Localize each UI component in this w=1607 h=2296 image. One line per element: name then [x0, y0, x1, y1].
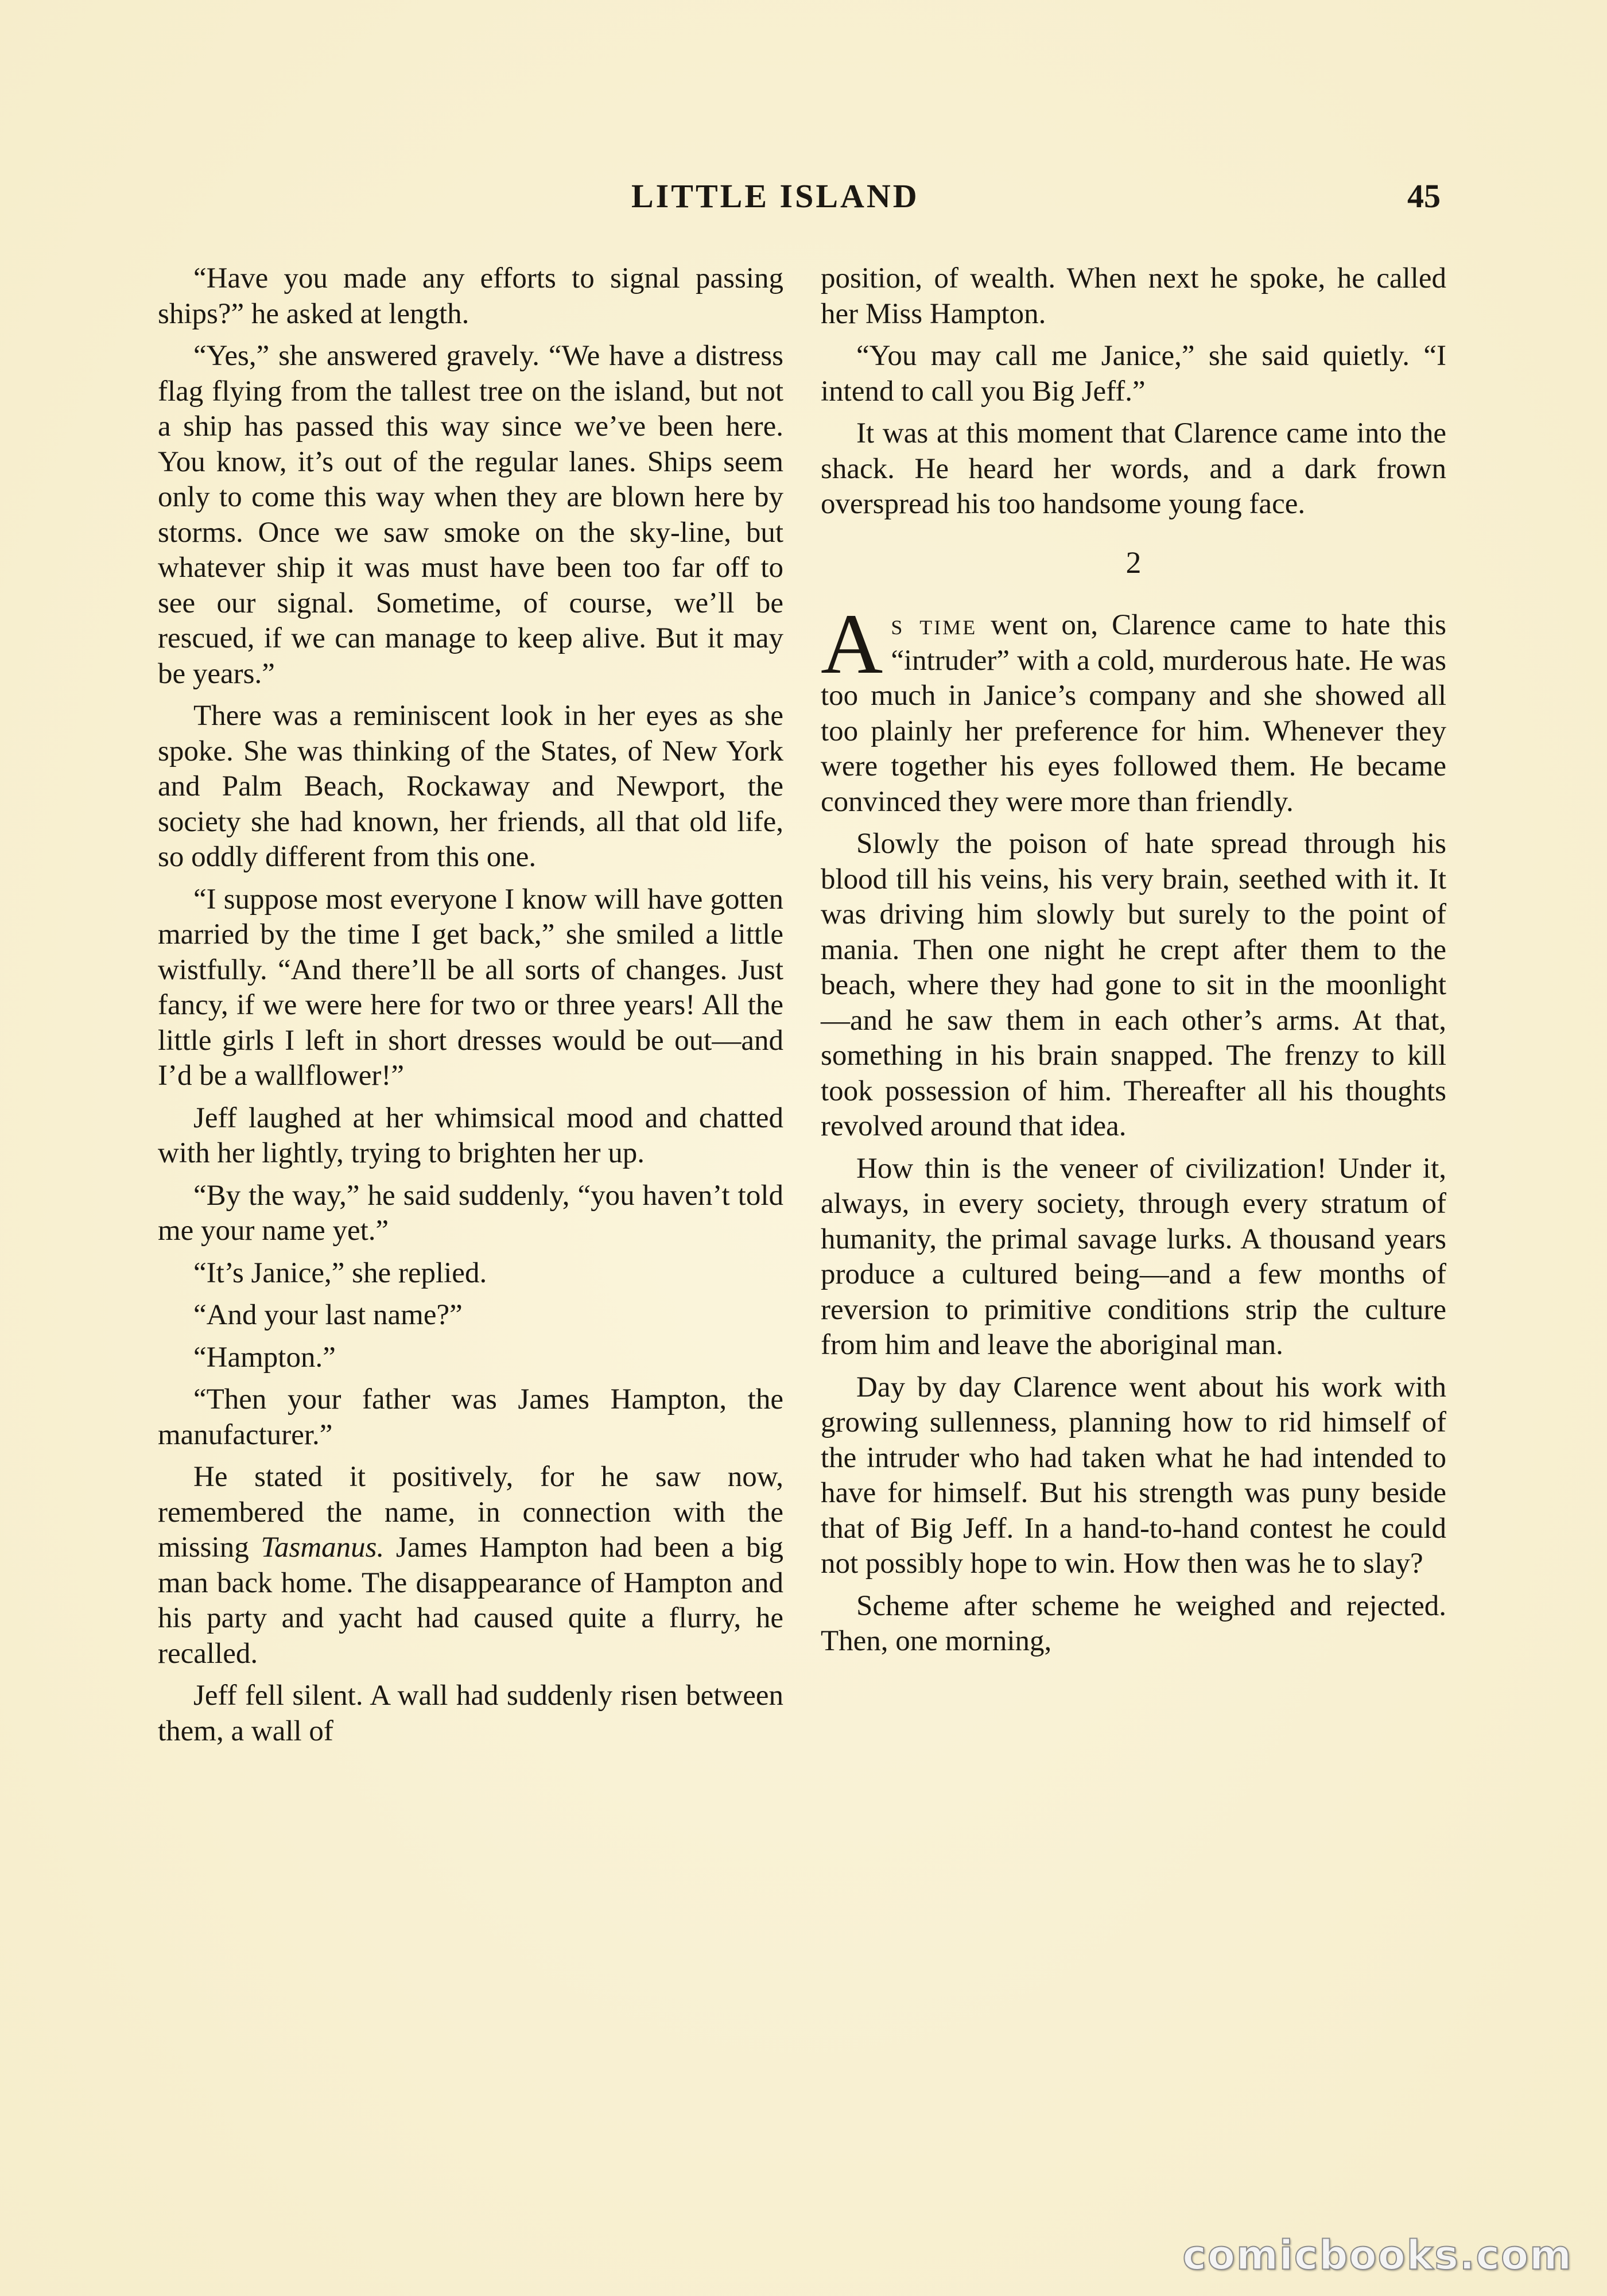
paragraph: How thin is the veneer of civilization! Under it, always, in every society, through every stratum of humanity, the primal savage lurks. A thousand years produce a cultured being—and a few months of reversion to primitive conditions strip the culture from him and leave the aboriginal man.: [821, 1152, 1446, 1361]
paragraph: “Then your father was James Hampton, the manufacturer.”: [158, 1383, 783, 1451]
section-number: 2: [1125, 545, 1142, 580]
paragraph: Jeff laughed at her whimsical mood and chatted with her lightly, trying to brighten her up.: [158, 1102, 783, 1169]
paragraph: “By the way,” he said suddenly, “you haven’t told me your name yet.”: [158, 1179, 783, 1247]
ship-name: Tasmanus.: [261, 1531, 385, 1564]
paragraph: “Have you made any efforts to signal passing ships?” he asked at length.: [158, 262, 783, 330]
paragraph-continuation: position, of wealth. When next he spoke, he called her Miss Hampton.: [821, 262, 1446, 330]
paragraph-text: He stated it positively, for he saw now, remembered the name, in connection with the missing: [158, 1461, 783, 1564]
paragraph-drop-cap: [821, 596, 1446, 820]
running-head: [0, 171, 1607, 223]
paragraph: Scheme after scheme he weighed and rejected. Then, one morning,: [821, 1589, 1446, 1657]
paragraph: Slowly the poison of hate spread through his blood till his veins, his very brain, seethed with it. It was driving him slowly but surely to the point of mania. Then one night he crept after them to the beach, where they had gone to sit in the moonlight —and he saw them in each other’s arms. At that, something in his brain snapped. The frenzy to kill took possession of him. Thereafter all his thoughts revolved around that idea.: [821, 828, 1446, 1142]
paragraph: Jeff fell silent. A wall had suddenly risen between them, a wall of: [158, 1680, 783, 1747]
page-number: 45: [1407, 177, 1441, 215]
paragraph: Day by day Clarence went about his work with growing sullenness, planning how to rid himself of the intruder who had taken what he had intended to have for himself. But his strength was puny beside that of Big Jeff. In a hand-to-hand contest he could not possibly hope to win. How then was he to slay?: [821, 1371, 1446, 1580]
paragraph-text: James Hampton had been a big man back home. The disappearance of Hampton and his party and yacht had caused quite a flurry, he recalled.: [158, 1531, 784, 1670]
watermark-logo: comicbooks.com: [1182, 2232, 1573, 2279]
paragraph: “Hampton.”: [193, 1341, 336, 1374]
paragraph: “Yes,” she answered gravely. “We have a distress flag flying from the tallest tree on the island, but not a ship has passed this way since we’ve been here. You know, it’s out of the regular lanes. Ships seem only to come this way when they are blown here by storms. Once we saw smoke on the sky-line, but whatever ship it was must have been too far off to see our signal. Sometime, of course, we’ll be rescued, if we can manage to keep alive. But it may be years.”: [158, 340, 783, 690]
paragraph: [158, 1460, 783, 1671]
right-column: [821, 261, 1446, 1666]
running-title: LITTLE ISLAND: [631, 177, 919, 215]
paragraph: It was at this moment that Clarence came into the shack. He heard her words, and a dark frown overspread his too handsome young face.: [821, 417, 1446, 520]
paragraph-text: went on, Clarence came to hate this “intruder” with a cold, murderous hate. He was too much in Janice’s company and she showed all too plainly her preference for him. Whenever they were together his eyes followed them. He became convinced they were more than friendly.: [821, 609, 1446, 818]
paragraph: There was a reminiscent look in her eyes as she spoke. She was thinking of the States, of New York and Palm Beach, Rockaway and Newport, the society she had known, her friends, all that old life, so oddly different from this one.: [158, 700, 783, 873]
paragraph: “I suppose most everyone I know will have gotten married by the time I get back,” she smiled a little wistfully. “And there’ll be all sorts of changes. Just fancy, if we were here for two or three years! All the little girls I left in short dresses would be out—and I’d be a wallflower!”: [158, 883, 783, 1092]
drop-cap: A: [821, 596, 883, 692]
small-caps-lead: s time: [891, 609, 977, 641]
paragraph: “It’s Janice,” she replied.: [193, 1256, 487, 1289]
paragraph: “You may call me Janice,” she said quietly. “I intend to call you Big Jeff.”: [821, 340, 1446, 408]
left-column: [158, 261, 783, 1756]
paragraph: “And your last name?”: [193, 1299, 463, 1331]
